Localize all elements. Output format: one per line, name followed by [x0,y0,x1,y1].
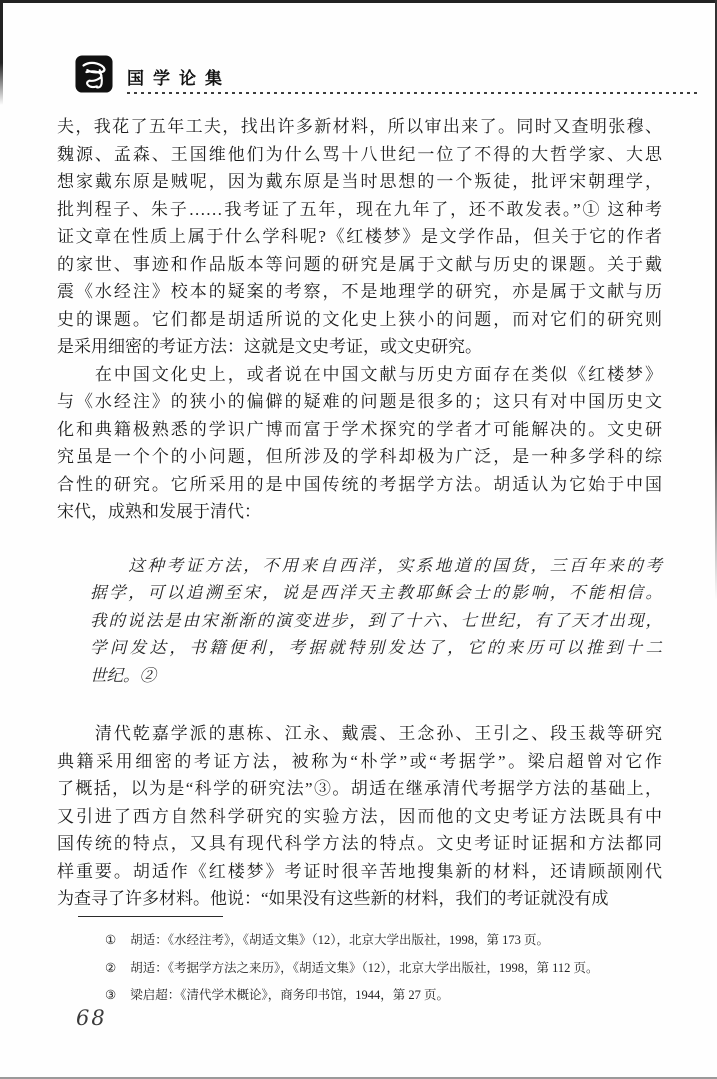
footnote-separator [78,916,223,917]
page-number: 68 [76,1006,107,1030]
paragraph-continuation [57,113,662,361]
footnotes [105,927,683,1010]
text-line: 国传统的特点，又具有现代科学方法的特点。文史考证时证据和方法都同 [57,834,662,853]
quote-line: 据学，可以追溯至宋，说是西洋天主教耶稣会士的影响，不能相信。 [90,583,662,602]
text-line: 夫，我花了五年工夫，找出许多新材料，所以审出来了。同时又查明张穆、 [57,117,662,136]
text-line: 究虽是一个个的小问题，但所涉及的学科却极为广泛，是一种多学科的综 [57,447,662,466]
text-line: 为查寻了许多材料。他说：“如果没有这些新的材料，我们的考证就没有成 [57,889,609,908]
footnote-item [105,955,683,983]
text-line: 样重要。胡适作《红楼梦》考证时很辛苦地搜集新的材料，还请顾颉刚代 [57,861,662,881]
text-line: 又引进了西方自然科学研究的实验方法，因而他的文史考证方法既具有中 [57,806,662,826]
text-line: 的家世、事迹和作品版本等问题的研究是属于文献与历史的课题。关于戴 [57,254,662,274]
text-line: 与《水经注》的狭小的偏僻的疑难的问题是很多的；这只有对中国历史文 [57,392,662,411]
footnote-item [105,982,683,1010]
text-line: 震《水经注》校本的疑案的考察，不是地理学的研究，亦是属于文献与历 [57,282,662,301]
text-line: 证文章在性质上属于什么学科呢?《红楼梦》是文学作品，但关于它的作者 [57,227,662,246]
text-line: 宋代，成熟和发展于清代： [57,502,261,521]
paragraph-3 [57,720,662,913]
footnote-text: 胡适：《水经注考》，《胡适文集》（12），北京大学出版社，1998，第 173 页。 [130,933,549,947]
quote-line: 世纪。② [90,665,156,685]
text-line: 合性的研究。它所采用的是中国传统的考据学方法。胡适认为它始于中国 [57,474,662,494]
footnote-marker: ① [105,933,117,947]
footnote-item [105,927,683,955]
text-line: 史的课题。它们都是胡适所说的文化史上狭小的问题，而对它们的研究则 [57,309,662,329]
text-line: 化和典籍极熟悉的学识广博而富于学术探究的学者才可能解决的。文史研 [57,419,662,439]
block-quote [90,552,662,690]
paragraph-2 [57,361,662,526]
footnote-marker: ③ [105,988,117,1002]
footnote-text: 梁启超：《清代学术概论》，商务印书馆，1944，第 27 页。 [130,988,449,1002]
text-line: 批判程子、朱子……我考证了五年，现在九年了，还不敢发表。”① 这种考 [57,199,662,219]
text-line: 想家戴东原是贼呢，因为戴东原是当时思想的一个叛徒，批评宋朝理学， [57,172,662,191]
page-body [57,113,662,913]
quote-line: 这种考证方法，不用来自西洋，实系地道的国货，三百年来的考 [90,555,662,575]
footnote-text: 胡适：《考据学方法之来历》，《胡适文集》（12），北京大学出版社，1998，第 112 页。 [130,960,599,975]
text-line: 魏源、孟森、王国维他们为什么骂十八世纪一位了不得的大哲学家、大思 [57,144,662,164]
quote-line: 学问发达，书籍便利，考据就特别发达了，它的来历可以推到十二 [90,638,662,657]
text-line: 典籍采用细密的考证方法，被称为“朴学”或“考据学”。梁启超曾对它作 [57,751,662,771]
text-line: 清代乾嘉学派的惠栋、江永、戴震、王念孙、王引之、段玉裁等研究 [57,724,662,743]
footnote-marker: ② [105,960,117,975]
header-dashed-rule [127,92,701,94]
text-line: 了概括，以为是“科学的研究法”③。胡适在继承清代考据学方法的基础上， [57,779,662,798]
seal-logo-icon [75,55,113,93]
book-title: 国学论集 [127,69,231,88]
scan-edge-left [0,0,3,105]
text-line: 在中国文化史上，或者说在中国文献与历史方面存在类似《红楼梦》 [57,364,662,384]
text-line: 是采用细密的考证方法：这就是文史考证，或文史研究。 [57,337,482,356]
scan-edge-top [0,0,717,3]
quote-line: 我的说法是由宋渐渐的演变进步，到了十六、七世纪，有了天才出现， [90,610,662,630]
